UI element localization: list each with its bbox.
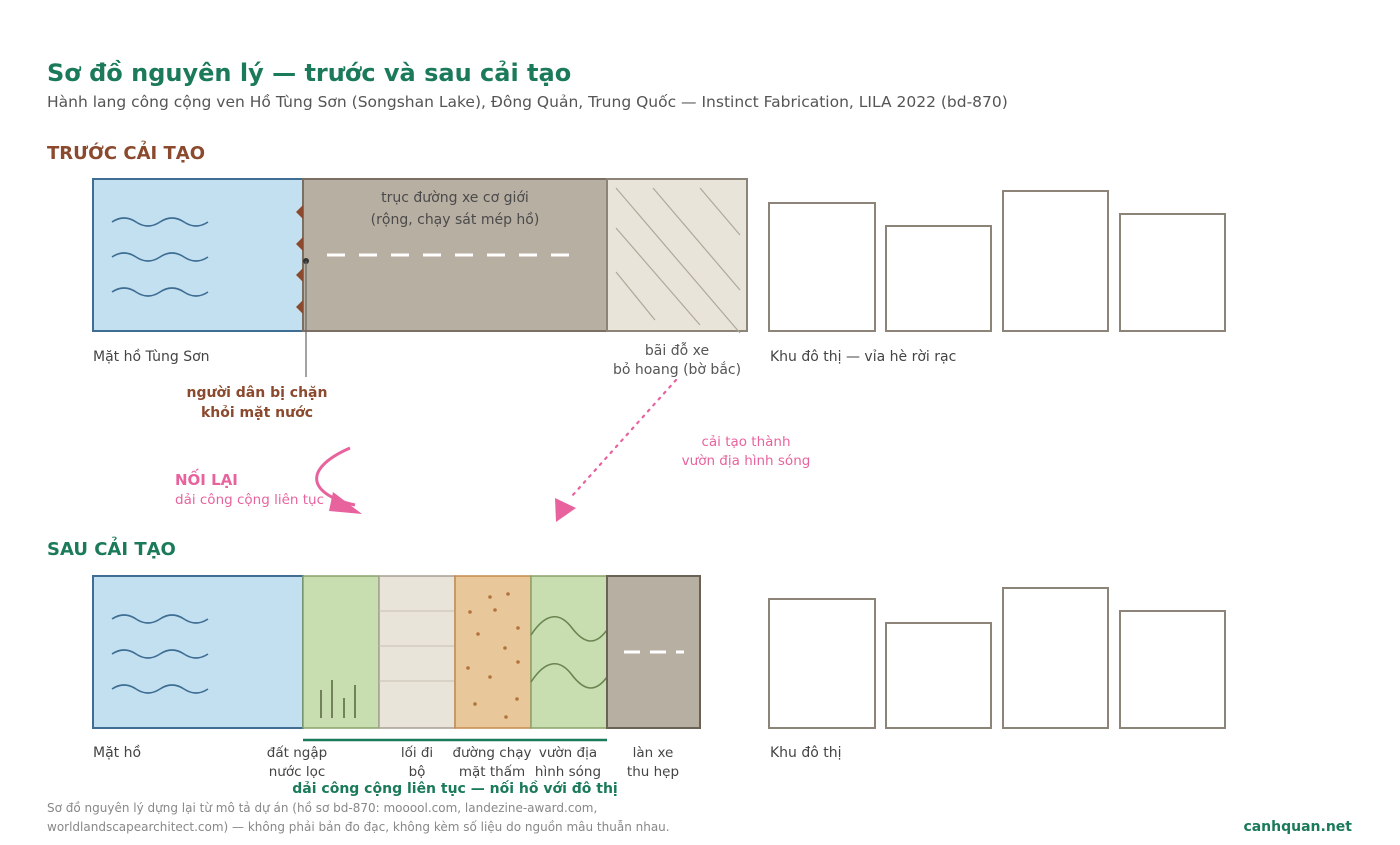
before-lake-zone <box>93 179 303 331</box>
blocked-label-2: khỏi mặt nước <box>200 405 314 421</box>
after-lake-zone <box>93 576 303 728</box>
running-track-zone <box>455 576 531 728</box>
parking-label-1: bãi đỗ xe <box>644 343 710 359</box>
before-city-label: Khu đô thị — vỉa hè rời rạc <box>770 349 957 365</box>
page-subtitle: Hành lang công cộng ven Hồ Tùng Sơn (Songshan Lake), Đông Quản, Trung Quốc — Instinct Fabrication, LILA 2022 (bd-870) <box>47 93 1008 111</box>
wetland-zone <box>303 576 379 728</box>
before-road-label-2: (rộng, chạy sát mép hồ) <box>370 212 540 228</box>
reconnect-title: NỐI LẠI <box>175 471 238 489</box>
after-heading: SAU CẢI TẠO <box>47 539 176 560</box>
before-building-2 <box>886 226 991 331</box>
before-building-4 <box>1120 214 1225 331</box>
after-building-1 <box>769 599 875 728</box>
walkway-label-2: bộ <box>408 764 426 780</box>
before-building-1 <box>769 203 875 331</box>
running-track-label-1: đường chạy <box>452 745 532 761</box>
wave-garden-label-1: vườn địa <box>538 745 598 761</box>
after-lake-label: Mặt hồ <box>93 745 142 761</box>
public-strip-caption: dải công cộng liên tục — nối hồ với đô thị <box>292 781 618 797</box>
after-city-blocks <box>769 588 1225 728</box>
wetland-label-1: đất ngập <box>266 745 328 761</box>
wetland-label-2: nước lọc <box>268 764 326 780</box>
reconnect-subtitle: dải công cộng liên tục <box>175 492 325 508</box>
walkway-label-1: lối đi <box>400 745 434 761</box>
running-track-label-2: mặt thấm <box>458 764 526 780</box>
wave-garden-zone <box>531 576 607 728</box>
convert-arrowhead <box>555 498 576 522</box>
reconnect-arrowhead <box>329 492 362 514</box>
before-building-3 <box>1003 191 1108 331</box>
after-city-label: Khu đô thị <box>770 745 842 761</box>
convert-arrow <box>572 380 676 496</box>
after-building-3 <box>1003 588 1108 728</box>
before-heading: TRƯỚC CẢI TẠO <box>47 143 205 164</box>
after-building-2 <box>886 623 991 728</box>
wave-garden-label-2: hình sóng <box>534 764 602 780</box>
before-road-label-1: trục đường xe cơ giới <box>381 190 529 206</box>
footer-note-1: Sơ đồ nguyên lý dựng lại từ mô tả dự án (hồ sơ bd-870: mooool.com, landezine-award.com, <box>47 801 598 815</box>
before-city-blocks <box>769 191 1225 331</box>
convert-label-1: cải tạo thành <box>701 434 791 450</box>
brand-link[interactable]: canhquan.net <box>1243 819 1352 835</box>
parking-label-2: bỏ hoang (bờ bắc) <box>612 362 742 378</box>
narrow-lane-label-1: làn xe <box>632 745 674 761</box>
before-lake-label: Mặt hồ Tùng Sơn <box>93 349 210 365</box>
walkway-zone <box>379 576 455 728</box>
after-building-4 <box>1120 611 1225 728</box>
footer-note-2: worldlandscapearchitect.com) — không phải bản đo đạc, không kèm số liệu do nguồn mâu thuẫn nhau. <box>47 820 670 834</box>
page-title: Sơ đồ nguyên lý — trước và sau cải tạo <box>47 59 572 87</box>
narrow-lane-label-2: thu hẹp <box>626 764 680 780</box>
convert-label-2: vườn địa hình sóng <box>681 453 811 469</box>
blocked-label-1: người dân bị chặn <box>186 385 328 401</box>
